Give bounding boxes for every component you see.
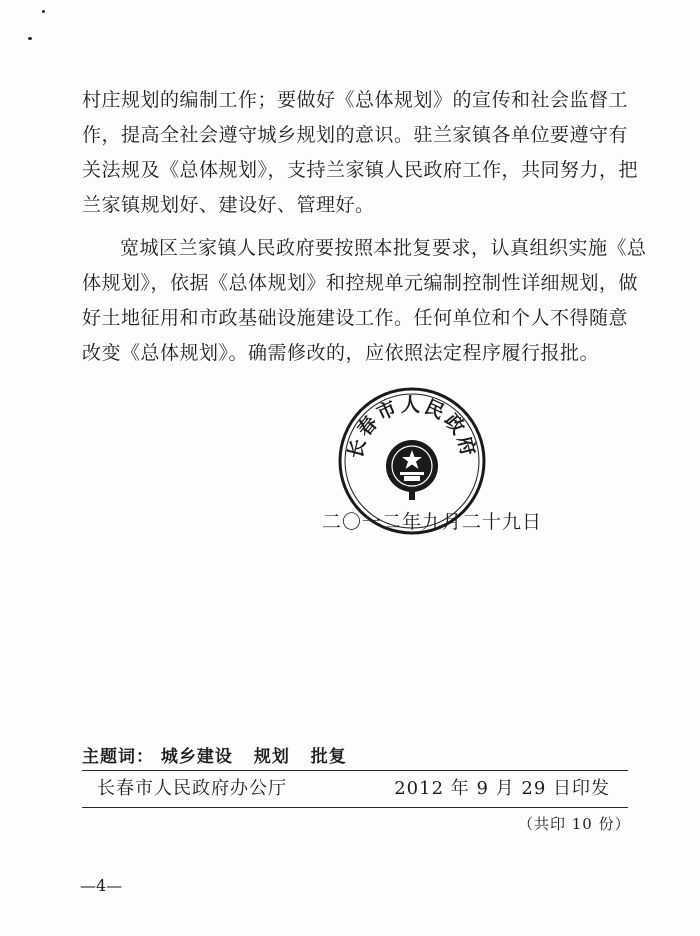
issuer: 长春市人民政府办公厅 <box>97 778 287 799</box>
paragraph-2-line: 宽城区兰家镇人民政府要按照本批复要求，认真组织实施《总 <box>120 237 647 259</box>
divider-bottom <box>82 807 628 808</box>
keyword-item: 规划 <box>253 747 290 767</box>
signature-date: 二〇一二年九月二十九日 <box>322 511 543 533</box>
page-number: —4— <box>80 876 123 895</box>
paragraph-2-line: 改变《总体规划》。确需修改的，应依照法定程序履行报批。 <box>82 342 600 364</box>
paragraph-2-line: 好土地征用和市政基础设施建设工作。任何单位和个人不得随意 <box>82 307 629 329</box>
subject-keywords <box>82 744 628 770</box>
paragraph-1-line: 作，提高全社会遵守城乡规划的意识。驻兰家镇各单位要遵守有 <box>82 124 629 146</box>
keyword-item: 城乡建设 <box>160 747 233 767</box>
copies-count: （共印 10 份） <box>518 815 631 833</box>
national-emblem-icon <box>386 440 438 500</box>
paragraph-1-line: 村庄规划的编制工作；要做好《总体规划》的宣传和社会监督工 <box>82 89 629 111</box>
paragraph-1-line: 关法规及《总体规划》，支持兰家镇人民政府工作，共同努力，把 <box>82 159 639 181</box>
keywords-label: 主题词： <box>82 747 154 767</box>
print-date: 2012 年 9 月 29 日印发 <box>394 778 610 799</box>
seal-text: 长春市人民政府 <box>344 394 480 461</box>
scan-speck <box>42 10 45 13</box>
document-footer <box>82 744 628 808</box>
body-text <box>82 83 647 371</box>
keyword-item: 批复 <box>310 747 347 767</box>
issuer-row <box>82 771 628 807</box>
paragraph-1-line: 兰家镇规划好、建设好、管理好。 <box>82 194 375 216</box>
paragraph-2-line: 体规划》，依据《总体规划》和控规单元编制控制性详细规划，做 <box>82 272 639 294</box>
scan-speck <box>28 37 32 40</box>
